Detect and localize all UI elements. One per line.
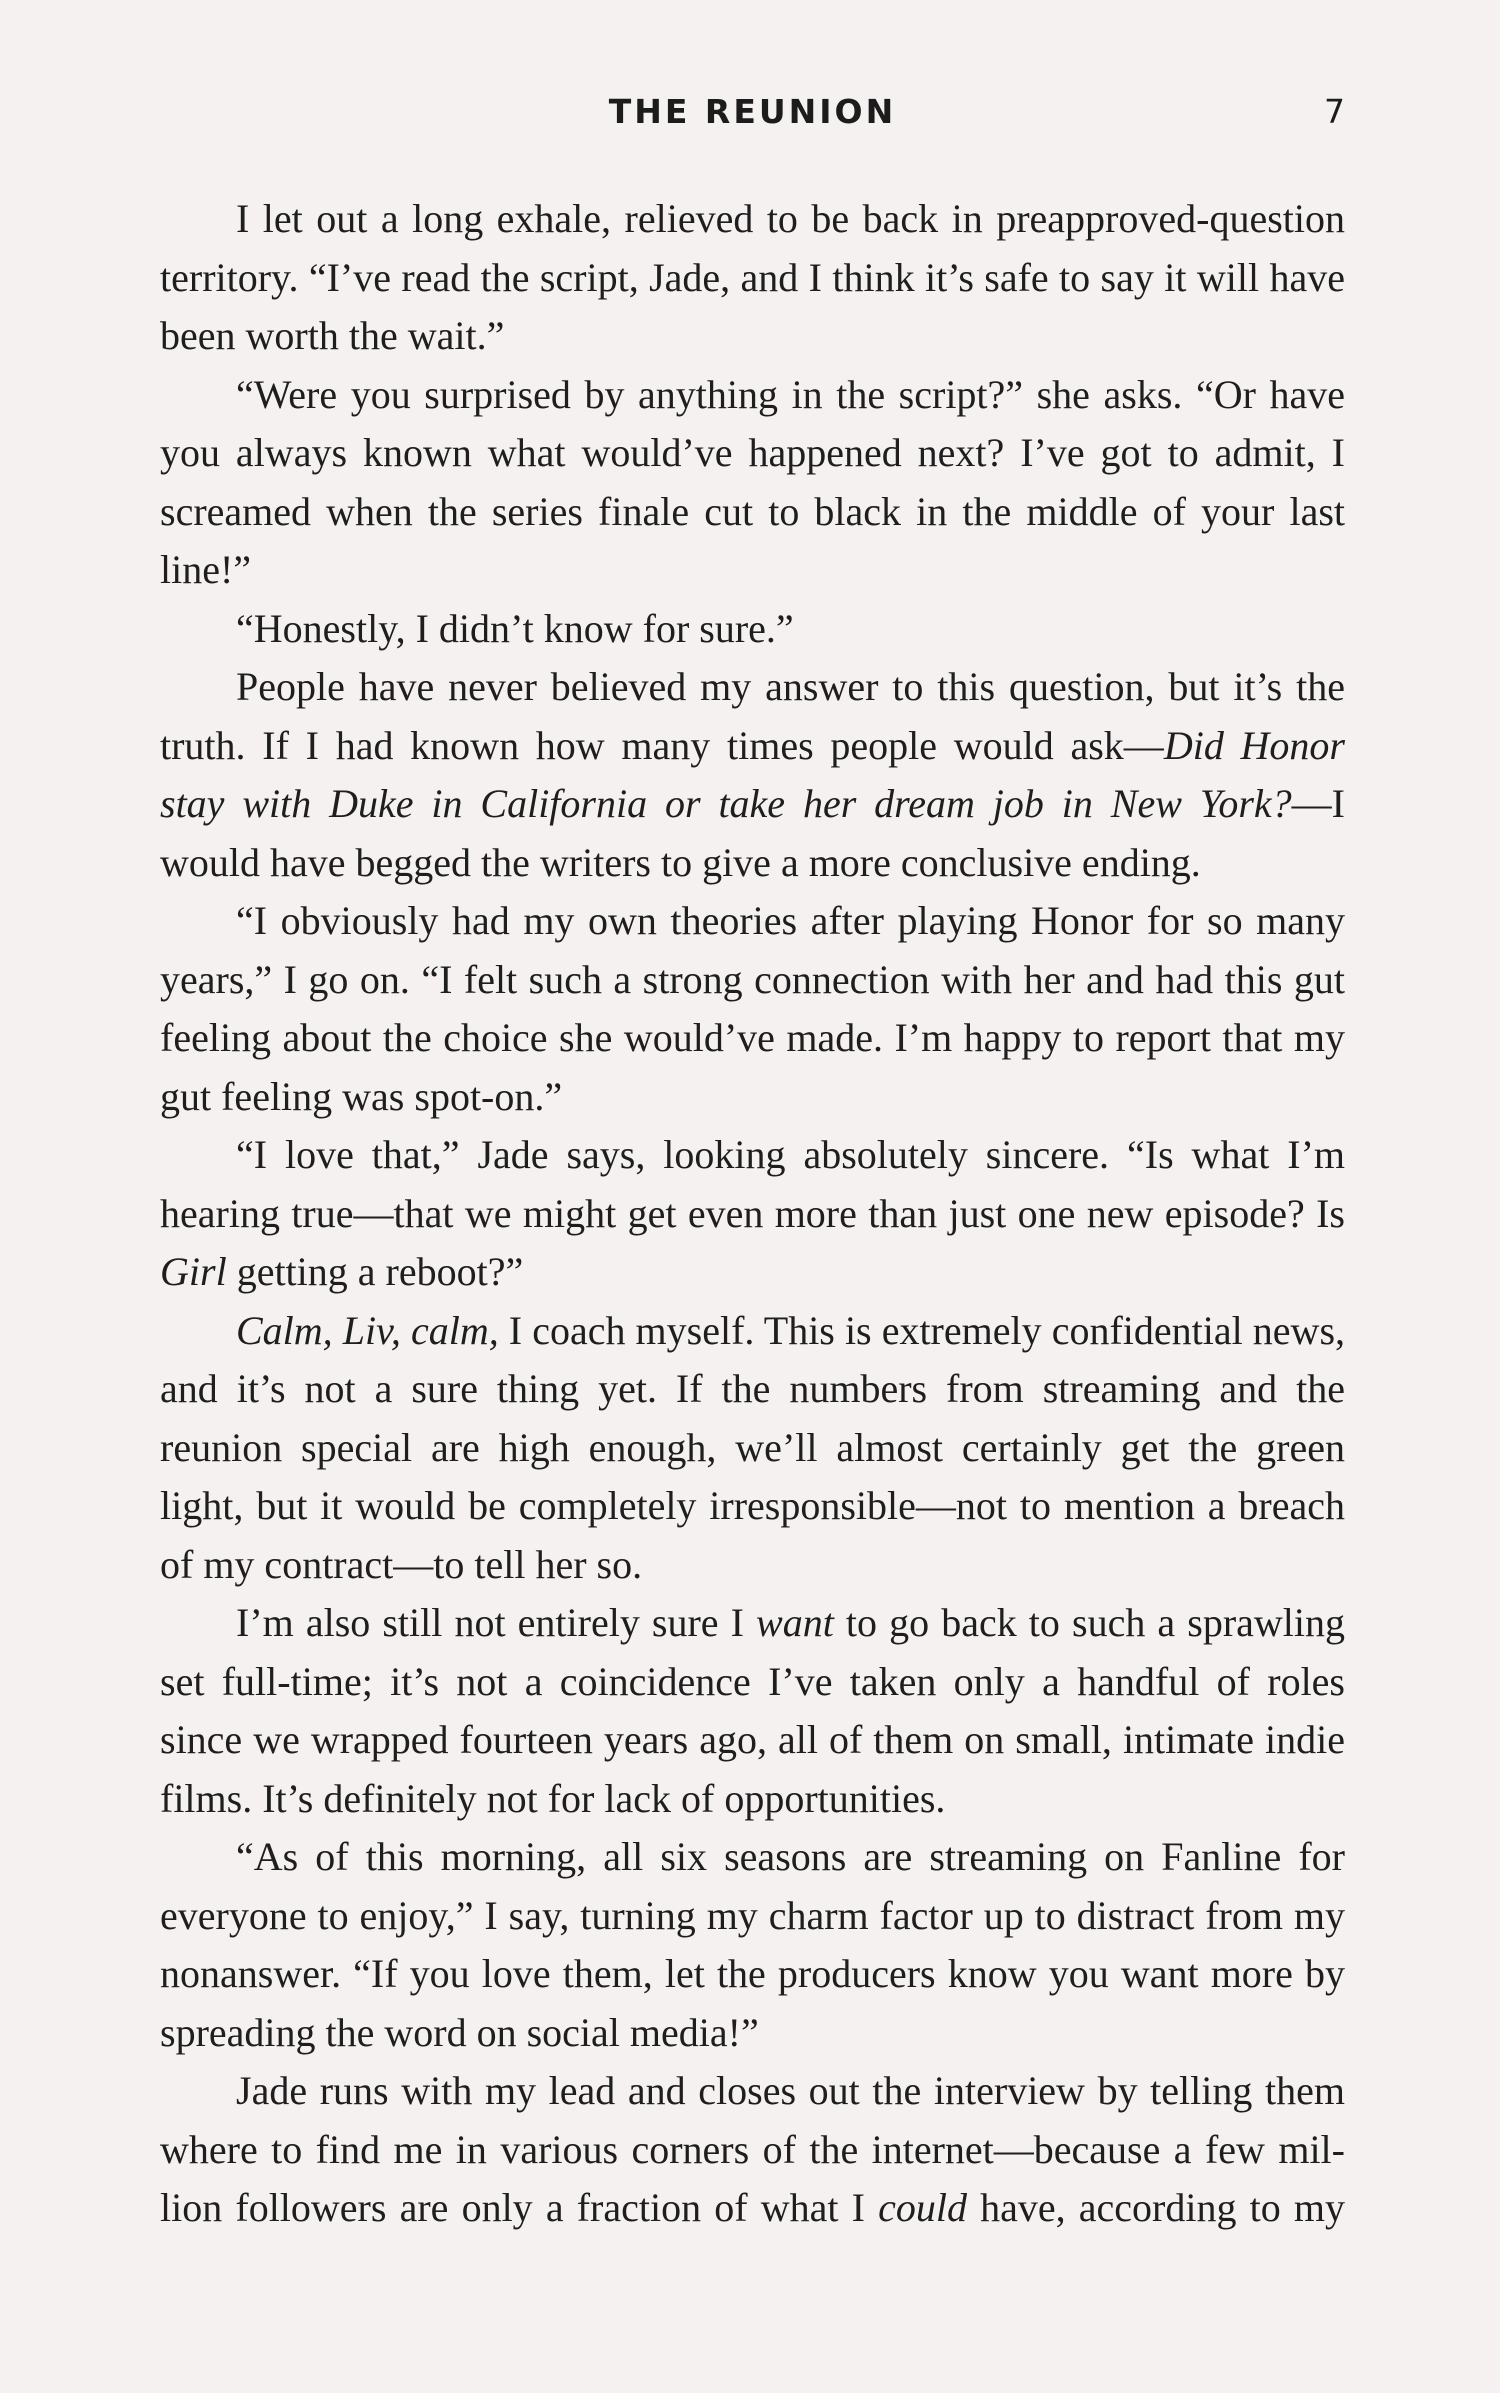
page-number: 7 bbox=[1324, 92, 1345, 131]
paragraph bbox=[160, 1302, 1345, 1595]
italic-segment: could bbox=[878, 2185, 967, 2230]
italic-segment: want bbox=[756, 1600, 834, 1645]
text-segment: “I love that,” Jade says, looking absolutely sincere. “Is what I’m hearing true—that we might get even more than just one new episode? Is bbox=[160, 1132, 1345, 1236]
text-segment: Jade runs with my lead and closes out the interview by telling them where to find me in various corners of the internet—because a few million followers are only a fraction of what I bbox=[160, 2068, 1345, 2230]
text-segment: “I obviously had my own theories after playing Honor for so many years,” I go on. “I felt such a strong connection with her and had this gut feeling about the choice she would’ve made. I’m happy to report that my gut feeling was spot-on.” bbox=[160, 898, 1345, 1119]
text-segment: —I would have begged the writers to give a more conclusive ending. bbox=[160, 781, 1345, 885]
text-segment: have, according to my bbox=[966, 2185, 1346, 2230]
paragraph bbox=[160, 1828, 1345, 2062]
text-segment: “Honestly, I didn’t know for sure.” bbox=[236, 605, 794, 651]
italic-segment: Did Honor stay with Duke in California or take her dream job in New York? bbox=[160, 722, 1345, 826]
text-segment: “As of this morning, all six seasons are streaming on Fanline for everyone to enjoy,” I say, turning my charm factor up to distract from my nonanswer. “If you love them, let the producers know you want more by spreading the word on social media!” bbox=[160, 1834, 1345, 2055]
italic-segment: Girl bbox=[160, 1249, 227, 1294]
text-segment: People have never believed my answer to this question, but it’s the truth. If I had known how many times people would ask— bbox=[160, 664, 1345, 768]
paragraph bbox=[160, 658, 1345, 892]
paragraph bbox=[160, 366, 1345, 600]
text-segment: “Were you surprised by anything in the script?” she asks. “Or have you always known what would’ve happened next? I’ve got to admit, I screamed when the series finale cut to black in the middle of your last line!” bbox=[160, 371, 1345, 592]
italic-segment: Calm, Liv, calm, bbox=[236, 1307, 499, 1353]
text-segment: to go back to such a sprawling set full-time; it’s not a coincidence I’ve taken only a handful of roles since we wrapped fourteen years ago, all of them on small, intimate indie films. It’s definitely not for lack of opportunities. bbox=[160, 1600, 1346, 1821]
paragraph bbox=[160, 892, 1345, 1126]
text-segment: I’m also still not entirely sure I bbox=[236, 1600, 757, 1645]
paragraph bbox=[160, 2062, 1345, 2238]
paragraph bbox=[160, 190, 1345, 366]
page-header bbox=[160, 92, 1345, 142]
paragraph bbox=[160, 1126, 1345, 1302]
text-segment: I coach myself. This is extremely confidential news, and it’s not a sure thing yet. If the numbers from streaming and the reunion special are high enough, we’ll almost certainly get the green light, but it would be completely irresponsible—not to mention a breach of my contract—to tell her so. bbox=[160, 1307, 1346, 1587]
running-head: THE REUNION bbox=[608, 92, 897, 131]
paragraph bbox=[160, 600, 1345, 659]
paragraph bbox=[160, 1594, 1345, 1828]
text-segment: I let out a long exhale, relieved to be back in preapproved-question territory. “I’ve read the script, Jade, and I think it’s safe to say it will have been worth the wait.” bbox=[160, 196, 1345, 358]
text-segment: getting a reboot?” bbox=[226, 1249, 524, 1294]
body-text bbox=[160, 190, 1345, 2238]
